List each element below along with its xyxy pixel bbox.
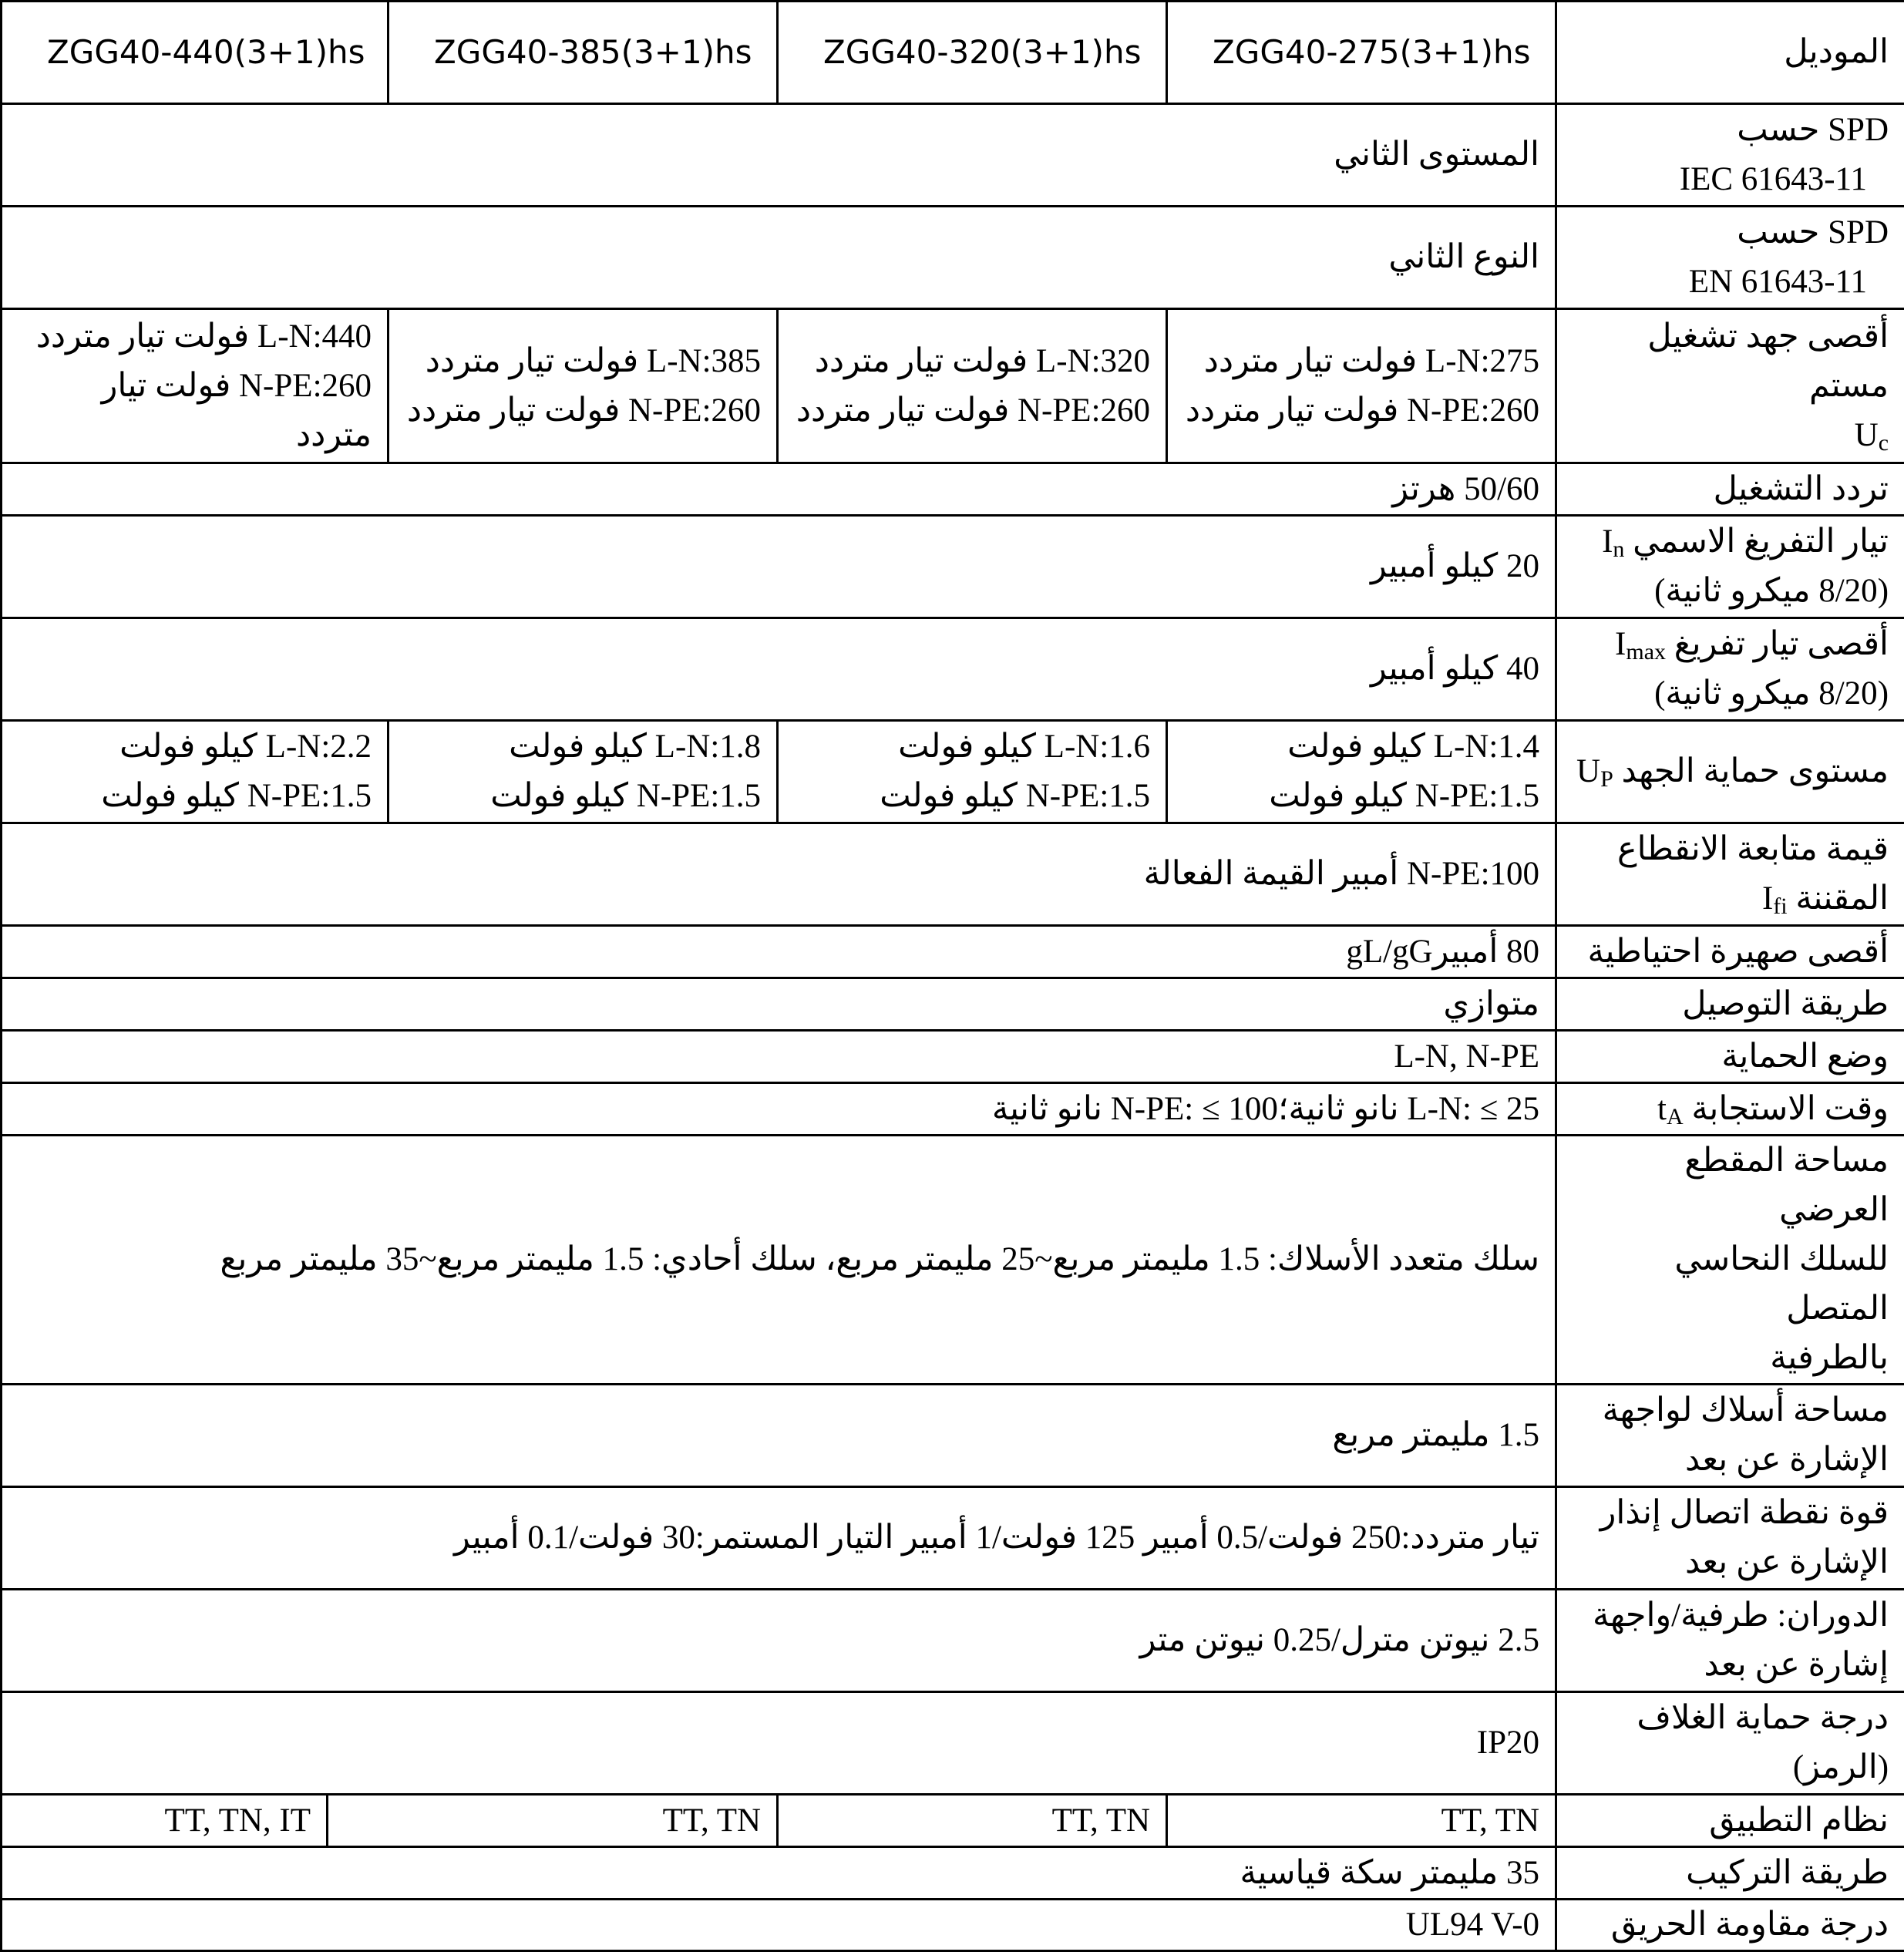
ifi-label-2: المقننة $I_{fi}$ xyxy=(1573,874,1889,924)
system-value-440: TT, TN, IT xyxy=(2,1795,328,1847)
up-value-440: 2.2:L-N كيلو فولت 1.5:N-PE كيلو فولت xyxy=(2,721,389,823)
system-value-320: TT, TN xyxy=(778,1795,1167,1847)
up-value-275: 1.4:L-N كيلو فولت 1.5:N-PE كيلو فولت xyxy=(1167,721,1556,823)
in-label-1: تيار التفريغ الاسمي $I_n$ xyxy=(1573,517,1889,567)
row-in xyxy=(2,516,1904,618)
cross-section-value: سلك متعدد الأسلاك: 1.5 مليمتر مربع~25 مليمتر مربع، سلك أحادي: 1.5 مليمتر مربع~35 مليمتر مربع xyxy=(2,1136,1556,1385)
model-385: ZGG40-385(3+1)hs xyxy=(389,2,778,104)
mounting-value: 35 مليمتر سكة قياسية xyxy=(2,1847,1556,1900)
protection-mode-value: L-N, N-PE xyxy=(2,1031,1556,1083)
row-uc xyxy=(2,309,1904,463)
row-ip xyxy=(2,1692,1904,1795)
row-spd-en xyxy=(2,207,1904,309)
uc-value-440: 440:L-N فولت تيار متردد 260:N-PE فولت تيار متردد xyxy=(2,309,389,463)
row-alarm xyxy=(2,1487,1904,1590)
row-protection-mode xyxy=(2,1031,1904,1083)
alarm-value: تيار متردد:250 فولت/0.5 أمبير 125 فولت/1 أمبير التيار المستمر:30 فولت/0.1 أمبير xyxy=(2,1487,1556,1590)
remote-wire-label: مساحة أسلاك لواجهة الإشارة عن بعد xyxy=(1556,1385,1904,1487)
uc-value-385: 385:L-N فولت تيار متردد 260:N-PE فولت تيار متردد xyxy=(389,309,778,463)
row-response-time xyxy=(2,1083,1904,1136)
response-time-value: L-N: ≤ 25 نانو ثانية؛N-PE: ≤ 100 نانو ثانية xyxy=(2,1083,1556,1136)
in-label-2: (8/20 ميكرو ثانية) xyxy=(1573,567,1889,616)
connection-value: متوازي xyxy=(2,978,1556,1031)
system-label: نظام التطبيق xyxy=(1556,1795,1904,1847)
row-cross-section xyxy=(2,1136,1904,1385)
spd-en-label-2: EN 61643-11 xyxy=(1573,257,1889,307)
fire-value: UL94 V-0 xyxy=(2,1900,1556,1951)
row-system xyxy=(2,1795,1904,1847)
uc-label xyxy=(1556,309,1904,463)
up-value-385: 1.8:L-N كيلو فولت 1.5:N-PE كيلو فولت xyxy=(389,721,778,823)
system-value-275: TT, TN xyxy=(1167,1795,1556,1847)
uc-value-320: 320:L-N فولت تيار متردد 260:N-PE فولت تيار متردد xyxy=(778,309,1167,463)
imax-label xyxy=(1556,618,1904,721)
row-remote-wire xyxy=(2,1385,1904,1487)
remote-wire-value: 1.5 مليمتر مربع xyxy=(2,1385,1556,1487)
ip-value: IP20 xyxy=(2,1692,1556,1795)
torque-label: الدوران: طرفية/واجهة إشارة عن بعد xyxy=(1556,1590,1904,1692)
connection-label: طريقة التوصيل xyxy=(1556,978,1904,1031)
row-up xyxy=(2,721,1904,823)
spd-iec-label-2: IEC 61643-11 xyxy=(1573,155,1889,204)
spd-iec-label xyxy=(1556,104,1904,207)
model-320: ZGG40-320(3+1)hs xyxy=(778,2,1167,104)
imax-label-2: (8/20 ميكرو ثانية) xyxy=(1573,669,1889,719)
fuse-label: أقصى صهيرة احتياطية xyxy=(1556,926,1904,978)
mounting-label: طريقة التركيب xyxy=(1556,1847,1904,1900)
row-connection xyxy=(2,978,1904,1031)
in-label xyxy=(1556,516,1904,618)
fuse-value: 80 أمبيرgL/gG xyxy=(2,926,1556,978)
imax-label-1: أقصى تيار تفريغ $I_{max}$ xyxy=(1573,620,1889,669)
uc-label-text: أقصى جهد تشغيل مستم xyxy=(1573,312,1889,411)
in-value: 20 كيلو أمبير xyxy=(2,516,1556,618)
ifi-label xyxy=(1556,823,1904,926)
fire-label: درجة مقاومة الحريق xyxy=(1556,1900,1904,1951)
frequency-value: 50/60 هرتز xyxy=(2,463,1556,516)
row-mounting xyxy=(2,1847,1904,1900)
cross-section-label: مساحة المقطع العرضي للسلك النحاسي المتصل بالطرفية xyxy=(1556,1136,1904,1385)
ifi-value: 100:N-PE أمبير القيمة الفعالة xyxy=(2,823,1556,926)
row-frequency xyxy=(2,463,1904,516)
protection-mode-label: وضع الحماية xyxy=(1556,1031,1904,1083)
model-275: ZGG40-275(3+1)hs xyxy=(1167,2,1556,104)
spd-iec-value: المستوى الثاني xyxy=(2,104,1556,207)
torque-value: 2.5 نيوتن مترل/0.25 نيوتن متر xyxy=(2,1590,1556,1692)
row-spd-iec xyxy=(2,104,1904,207)
row-imax xyxy=(2,618,1904,721)
spd-iec-label-1: SPD حسب xyxy=(1573,106,1889,155)
ifi-label-1: قيمة متابعة الانقطاع xyxy=(1573,825,1889,874)
row-ifi xyxy=(2,823,1904,926)
row-fuse xyxy=(2,926,1904,978)
imax-value: 40 كيلو أمبير xyxy=(2,618,1556,721)
response-time-label: وقت الاستجابة $t_A$ xyxy=(1556,1083,1904,1136)
spd-en-label-1: SPD حسب xyxy=(1573,208,1889,257)
spd-en-label xyxy=(1556,207,1904,309)
model-440: ZGG40-440(3+1)hs xyxy=(2,2,389,104)
frequency-label: تردد التشغيل xyxy=(1556,463,1904,516)
uc-label-symbol: $U_c$ xyxy=(1573,411,1889,460)
system-value-385: TT, TN xyxy=(328,1795,778,1847)
up-value-320: 1.6:L-N كيلو فولت 1.5:N-PE كيلو فولت xyxy=(778,721,1167,823)
uc-value-275: 275:L-N فولت تيار متردد 260:N-PE فولت تيار متردد xyxy=(1167,309,1556,463)
up-label: مستوى حماية الجهد $U_P$ xyxy=(1556,721,1904,823)
row-model xyxy=(2,2,1904,104)
row-fire xyxy=(2,1900,1904,1951)
alarm-label: قوة نقطة اتصال إنذار الإشارة عن بعد xyxy=(1556,1487,1904,1590)
model-label: الموديل xyxy=(1556,2,1904,104)
ip-label: درجة حماية الغلاف (الرمز) xyxy=(1556,1692,1904,1795)
spd-en-value: النوع الثاني xyxy=(2,207,1556,309)
row-torque xyxy=(2,1590,1904,1692)
